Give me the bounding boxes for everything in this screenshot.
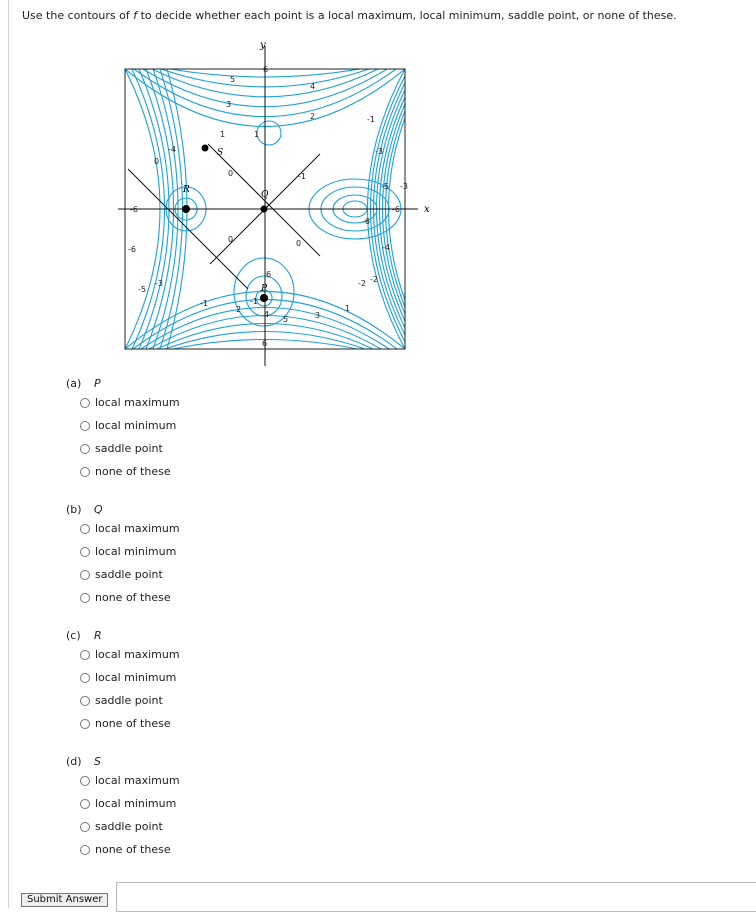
- part-b: [66, 503, 180, 609]
- part-a-option-local-maximum[interactable]: local maximum: [80, 391, 180, 414]
- radio-button[interactable]: [80, 799, 90, 809]
- contour-value-label: 6: [266, 270, 272, 279]
- radio-button[interactable]: [80, 467, 90, 477]
- point-S-dot: [202, 145, 209, 152]
- contour-value-label: -1: [298, 172, 306, 181]
- radio-button[interactable]: [80, 421, 90, 431]
- point-S-label: S: [217, 148, 224, 158]
- part-b-option-saddle-point[interactable]: saddle point: [80, 563, 180, 586]
- diagonal-axis-2: [208, 144, 320, 256]
- part-b-heading: (b) Q: [66, 503, 103, 516]
- point-Q-label: Q: [261, 190, 269, 200]
- point-R-dot: [182, 205, 190, 213]
- part-a-option-none[interactable]: none of these: [80, 460, 180, 483]
- part-c-option-saddle-point[interactable]: saddle point: [80, 689, 180, 712]
- contour-value-label: 3: [226, 100, 232, 109]
- radio-button[interactable]: [80, 570, 90, 580]
- contour-value-label: 6: [263, 65, 269, 74]
- radio-button[interactable]: [80, 822, 90, 832]
- contour-value-label: -2: [358, 279, 366, 288]
- contour-value-label: -1: [250, 297, 258, 306]
- contour-value-label: -2: [370, 275, 378, 284]
- part-c-heading: (c) R: [66, 629, 102, 642]
- part-d-option-saddle-point[interactable]: saddle point: [80, 815, 180, 838]
- contour-value-label: 3: [315, 311, 321, 320]
- radio-button[interactable]: [80, 776, 90, 786]
- contour-value-label: 0: [154, 157, 160, 166]
- contour-value-label: 1: [345, 304, 351, 313]
- radio-button[interactable]: [80, 719, 90, 729]
- contour-value-label: 1: [254, 130, 260, 139]
- contour-value-label: -3: [375, 147, 383, 156]
- contour-value-label: -6: [128, 245, 136, 254]
- contour-value-label: 5: [230, 75, 236, 84]
- point-P-label: P: [261, 284, 268, 294]
- contour-value-label: -6: [362, 217, 370, 226]
- submit-answer-button[interactable]: Submit Answer: [21, 893, 108, 907]
- contour-value-label: 0: [228, 235, 234, 244]
- contour-value-label: 0: [296, 239, 302, 248]
- part-a-option-local-minimum[interactable]: local minimum: [80, 414, 180, 437]
- contour-map-figure: [100, 34, 440, 370]
- radio-button[interactable]: [80, 593, 90, 603]
- radio-button[interactable]: [80, 696, 90, 706]
- contour-map: [100, 34, 440, 370]
- part-b-option-local-maximum[interactable]: local maximum: [80, 517, 180, 540]
- contour-value-label: 5: [283, 315, 289, 324]
- part-b-option-local-minimum[interactable]: local minimum: [80, 540, 180, 563]
- radio-button[interactable]: [80, 444, 90, 454]
- contour-value-label: 6: [262, 339, 268, 348]
- contour-value-label: -6: [130, 205, 138, 214]
- part-a: [66, 377, 180, 483]
- contour-value-label: -4: [168, 145, 176, 154]
- radio-button[interactable]: [80, 673, 90, 683]
- contour-value-label: 0: [228, 169, 234, 178]
- part-d-heading: (d) S: [66, 755, 101, 768]
- contour-value-label: 2: [310, 112, 316, 121]
- radio-button[interactable]: [80, 398, 90, 408]
- part-b-option-none[interactable]: none of these: [80, 586, 180, 609]
- contour-value-label: -3: [400, 182, 408, 191]
- contour-value-label: -5: [381, 182, 389, 191]
- part-c-option-none[interactable]: none of these: [80, 712, 180, 735]
- contour-line: [257, 121, 281, 145]
- part-a-option-saddle-point[interactable]: saddle point: [80, 437, 180, 460]
- contour-value-label: -1: [200, 299, 208, 308]
- radio-button[interactable]: [80, 845, 90, 855]
- contour-value-label: 2: [236, 305, 242, 314]
- contour-value-label: 4: [264, 310, 270, 319]
- part-c-option-local-maximum[interactable]: local maximum: [80, 643, 180, 666]
- contour-value-label: 1: [220, 130, 226, 139]
- contour-value-label: -1: [367, 115, 375, 124]
- question-prompt: Use the contours of f to decide whether each point is a local maximum, local minimum, saddle point, or none of these.: [22, 9, 677, 22]
- point-Q-dot: [261, 206, 268, 213]
- part-d: [66, 755, 180, 861]
- part-d-option-local-maximum[interactable]: local maximum: [80, 769, 180, 792]
- part-d-option-local-minimum[interactable]: local minimum: [80, 792, 180, 815]
- contour-value-label: -4: [382, 243, 390, 252]
- radio-button[interactable]: [80, 524, 90, 534]
- contour-value-label: -6: [392, 205, 400, 214]
- contour-value-label: -3: [155, 279, 163, 288]
- point-P-dot: [260, 294, 268, 302]
- contour-value-label: -5: [138, 285, 146, 294]
- point-R-label: R: [183, 185, 190, 195]
- radio-button[interactable]: [80, 547, 90, 557]
- part-d-option-none[interactable]: none of these: [80, 838, 180, 861]
- part-c: [66, 629, 180, 735]
- part-c-option-local-minimum[interactable]: local minimum: [80, 666, 180, 689]
- part-a-heading: (a) P: [66, 377, 101, 390]
- y-axis-label: y: [260, 40, 266, 51]
- contour-value-label: 4: [310, 82, 316, 91]
- radio-button[interactable]: [80, 650, 90, 660]
- x-axis-label: x: [424, 204, 430, 215]
